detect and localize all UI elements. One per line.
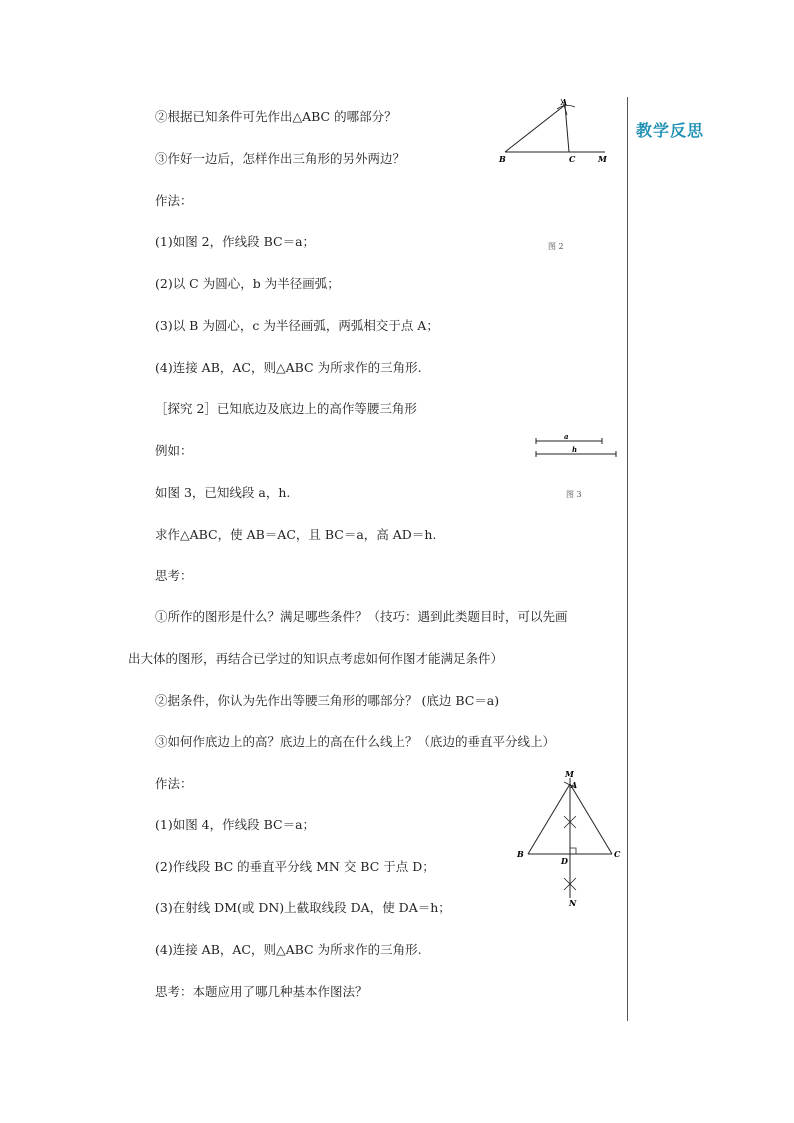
method-step-3: (3)在射线 DM(或 DN)上截取线段 DA，使 DA＝h； [155,900,451,915]
question-3: ③作好一边后，怎样作出三角形的另外两边？ [155,151,406,166]
fig2-side-ac [565,105,569,152]
step-2: (2)以 C 为圆心，b 为半径画弧； [155,276,340,291]
fig4-label-c: C [614,849,621,859]
fig4-label-m: M [565,769,574,779]
fig3-label-h: h [572,445,578,454]
example-label: 例如： [155,443,193,458]
sidebar-title: 教学反思 [636,121,705,140]
explore-2-heading: ［探究 2］已知底边及底边上的高作等腰三角形 [155,401,417,416]
fig2-label-b: B [499,154,506,164]
think-1b: 出大体的图形，再结合已学过的知识点考虑如何作图才能满足条件） [128,651,504,666]
method-step-2: (2)作线段 BC 的垂直平分线 MN 交 BC 于点 D； [155,859,435,874]
think-label: 思考： [155,568,193,583]
step-4: (4)连接 AB，AC，则△ABC 为所求作的三角形. [155,360,422,375]
fig2-side-ba [505,105,565,152]
figure-3-caption: 图 3 [566,490,582,499]
think-1a: ①所作的图形是什么？满足哪些条件？（技巧：遇到此类题目时，可以先画 [155,609,568,624]
final-question: 思考：本题应用了哪几种基本作图法？ [155,984,368,999]
step-1: (1)如图 2，作线段 BC＝a； [155,234,316,249]
fig4-label-b: B [517,849,524,859]
figure-2 [495,95,615,167]
method-heading-1: 作法： [155,193,193,208]
fig4-label-n: N [569,898,577,908]
think-3: ③如何作底边上的高？底边上的高在什么线上？（底边的垂直平分线上） [155,734,556,749]
step-3: (3)以 B 为圆心，c 为半径画弧，两弧相交于点 A； [155,318,439,333]
fig2-label-m: M [598,154,607,164]
figure-3 [530,430,622,462]
question-2: ②根据已知条件可先作出△ABC 的哪部分？ [155,109,397,124]
figure-3-given: 如图 3，已知线段 a，h. [155,485,291,500]
method-step-1: (1)如图 4，作线段 BC＝a； [155,817,316,832]
think-2: ②据条件，你认为先作出等腰三角形的哪部分？ (底边 BC＝a) [155,693,500,708]
method-heading-2: 作法： [155,776,193,791]
fig2-label-c: C [569,154,576,164]
fig4-right-angle [570,848,576,854]
task-statement: 求作△ABC，使 AB＝AC，且 BC＝a，高 AD＝h. [155,527,437,542]
fig4-label-d: D [561,856,568,866]
method-step-4: (4)连接 AB，AC，则△ABC 为所求作的三角形. [155,942,422,957]
fig2-label-a: A [561,97,568,107]
fig3-label-a: a [564,432,569,441]
fig4-side-ab [528,784,570,854]
figure-2-caption: 图 2 [548,242,564,251]
fig4-label-a: A [571,780,578,790]
figure-4 [510,768,630,910]
fig4-side-ac [570,784,612,854]
